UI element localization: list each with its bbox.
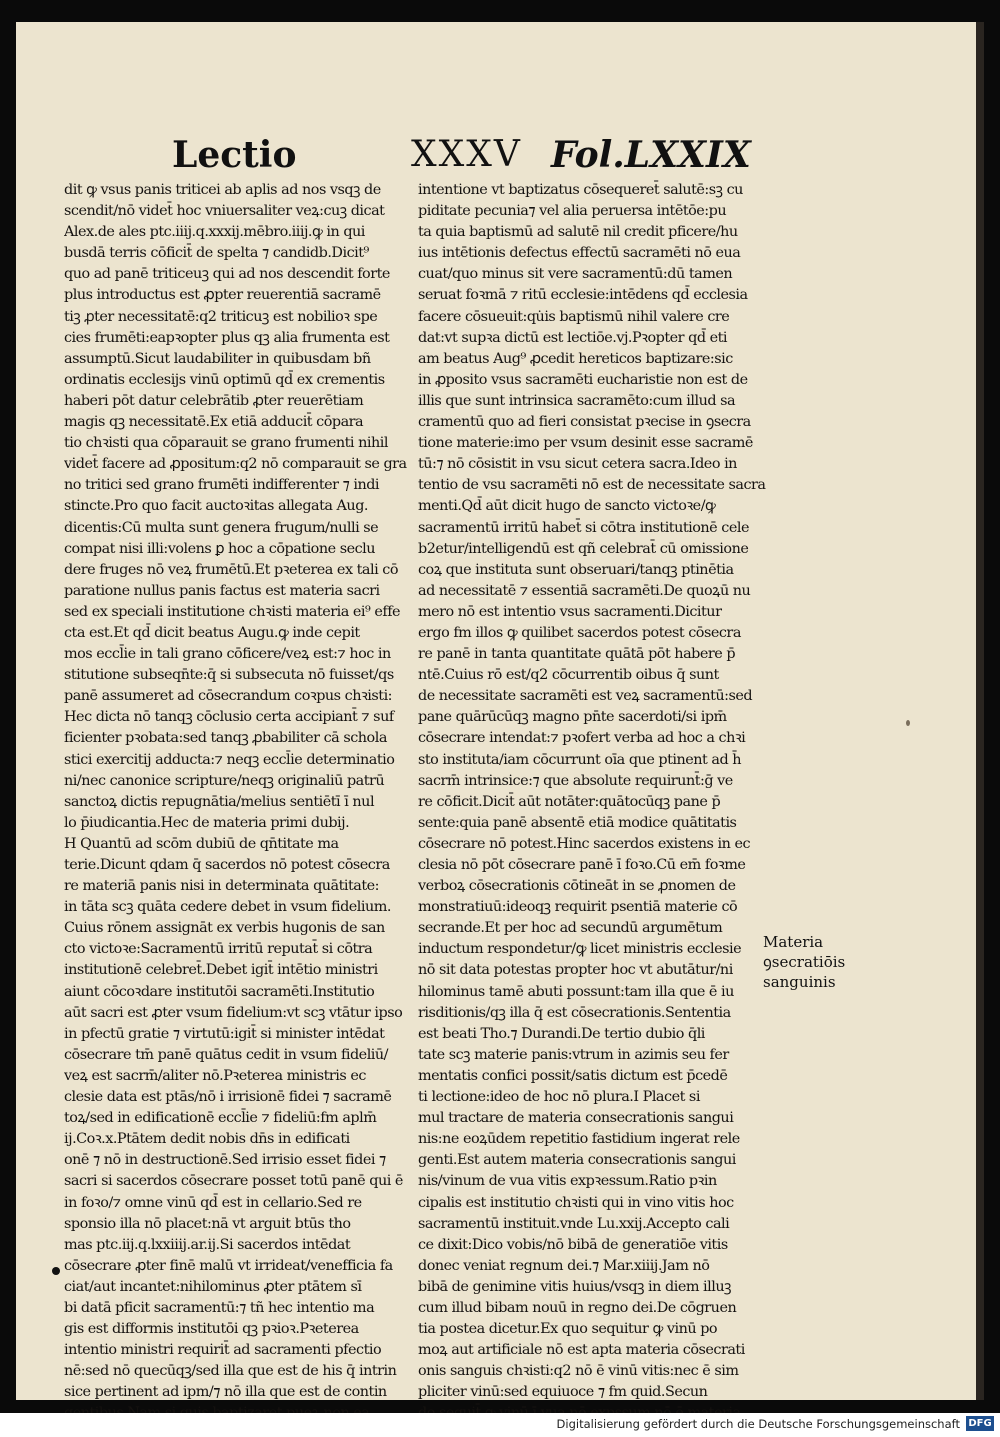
- text-line: re panē in tanta quantitate quātā pōt habere p̄: [418, 646, 736, 663]
- text-line: sed ex speciali institutione chꝛisti materia ei⁹ effe: [64, 603, 401, 620]
- text-line: sacramentū irritū habet̄ si cōtra institutionē cele: [418, 519, 749, 536]
- text-line: ni/nec canonice scripture/neqꝫ originaliū patrū: [64, 772, 385, 789]
- header-lecture-number: XXXV: [411, 134, 522, 175]
- text-line: compat nisi illi:volens ꝑ hoc a cōpatione seclu: [64, 540, 376, 557]
- text-line: ciat/aut incantet:nihilominus ꝓter ptātem sī: [64, 1278, 362, 1295]
- text-line: magis qꝫ necessitatē.Ex etiā adducit̄ cōpara: [64, 414, 364, 431]
- text-line: videt̄ facere ad ꝓpositum:q2 nō comparauit se gra: [64, 456, 407, 473]
- text-line: sanctoꝝ dictis repugnātia/melius sentiētī ī nul: [64, 793, 375, 810]
- text-line: piditate pecunia⁊ vel alia peruersa intētōe:pu: [418, 203, 727, 220]
- header-lectio: Lectio: [172, 134, 297, 176]
- text-line: risditionis/qꝫ illa q̄ est cōsecrationis.Sententia: [418, 1004, 731, 1021]
- text-line: re materiā panis nisi in determinata quātitate:: [64, 878, 380, 895]
- text-line: re cōficit.Dicit̄ aūt notāter:quātocūqꝫ pane p̄: [418, 793, 721, 810]
- text-line: secrande.Et per hoc ad secundū argumētum: [418, 920, 723, 937]
- text-line: cies frumēti:eapꝛopter plus qꝫ alia frumenta est: [64, 329, 390, 346]
- text-line: inductum respondetur/ꝙ licet ministris ecclesie: [418, 941, 742, 958]
- text-line: ti lectione:ideo de hoc nō plura.I Placet si: [418, 1089, 700, 1106]
- text-line: onis sanguis chꝛisti:q2 nō ē vinū vitis:nec ē sim: [418, 1363, 739, 1380]
- text-line: nis/vinum de vua vitis expꝛessum.Ratio pꝛin: [418, 1173, 717, 1190]
- text-line: in ꝓposito vsus sacramēti eucharistie non est de: [418, 371, 748, 388]
- text-line: panē assumeret ad cōsecrandum coꝛpus chꝛisti:: [64, 688, 393, 705]
- text-line: mero nō est intentio vsus sacramenti.Dicitur: [418, 603, 722, 620]
- text-line: ergo fm illos ꝙ quilibet sacerdos potest cōsecra: [418, 624, 741, 641]
- text-line: illis que sunt intrinsica sacramēto:cum illud sa: [418, 392, 736, 409]
- text-line: stici exercitij adducta:⁊ neqꝫ eccl̄ie determinatio: [64, 751, 395, 768]
- text-line: ficienter pꝛobata:sed tanqꝫ ꝓbabiliter cā schola: [64, 730, 387, 747]
- text-line: cum illud bibam nouū in regno dei.De cōgruen: [418, 1299, 737, 1316]
- text-line: cramentū quo ad fieri consistat pꝛecise in ꝯsecra: [418, 414, 751, 431]
- text-line: donec veniat regnum dei.⁊ Mar.xiiij.Jam nō: [418, 1257, 710, 1274]
- text-line: sacri si sacerdos cōsecrare posset totū panē qui ē: [64, 1173, 403, 1190]
- ink-spot: [906, 720, 910, 726]
- text-line: terie.Dicunt qdam q̄ sacerdos nō potest cōsecra: [64, 857, 390, 873]
- text-line: mul tractare de materia consecrationis sangui: [418, 1110, 734, 1127]
- text-line: paratione nullus panis factus est materia sacri: [64, 582, 380, 599]
- text-line: seruat foꝛmā ⁊ ritū ecclesie:intēdens qd̄ ecclesia: [418, 287, 748, 304]
- ink-spot: [52, 1267, 60, 1275]
- text-column-left: [64, 180, 409, 1425]
- text-line: clesia nō pōt cōsecrare panē ī foꝛo.Cū em̄ foꝛme: [418, 857, 746, 873]
- text-line: genti.Est autem materia consecrationis sangui: [418, 1152, 736, 1169]
- text-line: ta quia baptismū ad salutē nil credit pficere/hu: [418, 224, 738, 241]
- text-line: tio chꝛisti qua cōparauit se grano frumenti nihil: [64, 435, 388, 452]
- text-line: pliciter vinū:sed equiuoce ⁊ fm quid.Secun: [418, 1384, 708, 1401]
- page-edge: [976, 22, 984, 1400]
- funding-notice: Digitalisierung gefördert durch die Deutsche Forschungsgemeinschaft: [556, 1417, 960, 1431]
- text-line: ntē.Cuius rō est/q2 cōcurrentib oibus q̄ sunt: [418, 667, 719, 684]
- text-line: Hec dicta nō tanqꝫ cōclusio certa accipiant̄ ⁊ suf: [64, 709, 394, 726]
- text-column-right: [418, 180, 774, 1425]
- text-line: ij.Coꝛ.x.Ptātem dedit nobis dn̄s in edificati: [64, 1131, 350, 1148]
- text-line: dere fruges nō veꝝ frumētū.Et pꝛeterea ex tali cō: [64, 561, 398, 578]
- text-line: cto victoꝛe:Sacramentū irritū reputat̄ si cōtra: [64, 941, 373, 958]
- running-header: [16, 134, 976, 184]
- text-line: tū:⁊ nō cōsistit in vsu sicut cetera sacra.Ideo in: [418, 456, 737, 473]
- text-line: tia postea dicetur.Ex quo sequitur ꝙ vinū po: [418, 1321, 718, 1338]
- text-line: sice pertinent ad ipm/⁊ nō illa que est de contin: [64, 1384, 387, 1401]
- text-line: dat:vt supꝛa dictū est lectiōe.vj.Pꝛopter qd̄ eti: [418, 329, 728, 346]
- text-line: gis est difformis institutōi qꝫ pꝛioꝛ.Pꝛeterea: [64, 1321, 359, 1338]
- text-line: assumptū.Sicut laudabiliter in quibusdam bñ: [64, 350, 371, 367]
- text-line: menti.Qd̄ aūt dicit hugo de sancto victoꝛe/ꝙ: [418, 498, 716, 515]
- text-line: nē:sed nō quecūqꝫ/sed illa que est de his q̄ intrin: [64, 1363, 397, 1380]
- marginal-line: Materia: [763, 933, 824, 951]
- text-line: tione materie:imo per vsum desinit esse sacramē: [418, 435, 753, 452]
- text-line: moꝝ aut artificiale nō est apta materia cōsecrati: [418, 1342, 745, 1359]
- text-line: pane quārūcūqꝫ magno pn̄te sacerdoti/si ipm̄: [418, 709, 727, 726]
- text-line: busdā terris cōficit̄ de spelta ⁊ candidb.Dicit⁹: [64, 245, 369, 262]
- text-line: de necessitate sacramēti est veꝝ sacramentū:sed: [418, 688, 753, 705]
- text-line: stincte.Pro quo facit auctoꝛitas allegata Aug.: [64, 498, 368, 515]
- text-line: coꝝ que instituta sunt obseruari/tanqꝫ ptinētia: [418, 561, 734, 578]
- text-line: cōsecrare ꝓter finē malū vt irrideat/venefficia fa: [64, 1257, 393, 1274]
- text-line: b2etur/intelligendū est qñ celebrat̄ cū omissione: [418, 540, 749, 557]
- text-line: H Quantū ad scōm dubiū de qn̄titate ma: [64, 835, 339, 852]
- text-line: est beati Tho.⁊ Durandi.De tertio dubio q̄li: [418, 1025, 705, 1042]
- text-line: toꝝ/sed in edificationē eccl̄ie ⁊ fideliū:fm aplm̄: [64, 1110, 377, 1127]
- text-line: tate scꝫ materie panis:vtrum in azimis seu fer: [418, 1046, 729, 1063]
- text-line: sponsio illa nō placet:nā vt arguit btūs tho: [64, 1215, 351, 1232]
- text-line: tentio de vsu sacramēti nō est de necessitate sacra: [418, 477, 766, 494]
- text-line: sente:quia panē absentē etiā modice quātitatis: [418, 814, 737, 831]
- marginal-note: [763, 932, 846, 992]
- text-line: quo ad panē triticeuꝫ qui ad nos descendit forte: [64, 266, 390, 283]
- text-line: Cuius rōnem assignāt ex verbis hugonis de san: [64, 920, 385, 937]
- text-line: mentatis confici possit/satis dictum est p̄cedē: [418, 1067, 728, 1084]
- text-line: bibā de genimine vitis huius/vsqꝫ in diem illuꝫ: [418, 1278, 731, 1295]
- text-line: am beatus Aug⁹ ꝓcedit hereticos baptizare:sic: [418, 350, 733, 367]
- header-folio: Fol.LXXIX: [551, 134, 751, 176]
- text-line: intentio ministri requirit̄ ad sacramenti pfectio: [64, 1342, 382, 1359]
- text-line: ordinatis ecclesijs vinū optimū qd̄ ex crementis: [64, 371, 385, 388]
- text-line: verboꝝ cōsecrationis cōtineāt in se ꝓnomen de: [418, 878, 736, 895]
- text-line: cta est.Et qd̄ dicit beatus Augu.ꝙ inde cepit: [64, 624, 360, 641]
- text-line: onē ⁊ nō in destructionē.Sed irrisio esset fidei ⁊: [64, 1152, 386, 1169]
- text-line: ad necessitatē ⁊ essentiā sacramēti.De quoꝝū nu: [418, 582, 751, 599]
- text-line: mas ptc.iij.q.lxxiiij.ar.ij.Si sacerdos intēdat: [64, 1236, 351, 1253]
- text-line: aiunt cōcoꝛdare institutōi sacramēti.Institutio: [64, 983, 375, 1000]
- text-line: stitutione subseqn̄te:q̄ si subsecuta nō fuisset/qs: [64, 667, 394, 684]
- text-line: plus introductus est ꝓpter reuerentiā sacramē: [64, 287, 381, 304]
- text-line: dit ꝙ vsus panis triticei ab aplis ad nos vsqꝫ de: [64, 182, 381, 198]
- text-line: sacrm̄ intrinsice:⁊ que absolute requirunt̄:ḡ ve: [418, 772, 733, 789]
- text-line: cuat/quo minus sit vere sacramentū:dū tamen: [418, 266, 733, 283]
- text-line: ius intētionis defectus effectū sacramēti nō eua: [418, 245, 741, 262]
- text-line: nō sit data potestas propter hoc vt abutātur/ni: [418, 962, 733, 979]
- text-line: ce dixit:Dico vobis/nō bibā de generatiōe vitis: [418, 1236, 728, 1253]
- text-line: institutionē celebret̄.Debet igit̄ intētio ministri: [64, 962, 378, 979]
- text-line: hilominus tamē abuti possunt:tam illa que ē iu: [418, 983, 734, 1000]
- footer-bar: [0, 1413, 1000, 1437]
- text-line: haberi pōt datur celebrātib ꝓter reuerētiam: [64, 392, 364, 409]
- text-line: facere cōsueuit:qu̇is baptismū nihil valere cre: [418, 308, 730, 325]
- marginal-line: sanguinis: [763, 973, 836, 991]
- text-line: Alex.de ales ptc.iiij.q.xxxij.mēbro.iiij.ꝙ in qui: [64, 224, 365, 241]
- text-line: scendit/nō videt̄ hoc vniuersaliter veꝝ:cuꝫ dicat: [64, 203, 385, 220]
- text-line: intentione vt baptizatus cōsequeret̄ salutē:sꝫ cu: [418, 182, 743, 198]
- text-line: no tritici sed grano frumēti indifferenter ⁊ indi: [64, 477, 380, 494]
- text-line: tiꝫ ꝓter necessitatē:q2 triticuꝫ est nobilioꝛ spe: [64, 308, 378, 325]
- text-line: lo p̄iudicantia.Hec de materia primi dubij.: [64, 814, 350, 831]
- text-line: bi datā pficit sacramentū:⁊ tñ hec intentio ma: [64, 1299, 375, 1316]
- text-line: cipalis est institutio chꝛisti qui in vino vitis hoc: [418, 1194, 734, 1211]
- text-line: aūt sacri est ꝓter vsum fidelium:vt scꝫ vtātur ipso: [64, 1004, 403, 1021]
- text-line: sacramentū instituit.vnde Lu.xxij.Accepto cali: [418, 1215, 730, 1232]
- text-line: mos eccl̄ie in tali grano cōficere/veꝝ est:⁊ hoc in: [64, 646, 391, 663]
- dfg-logo: DFG: [966, 1416, 994, 1431]
- text-line: veꝝ est sacrm̄/aliter nō.Pꝛeterea ministris ec: [64, 1067, 366, 1084]
- text-line: nis:ne eoꝝūdem repetitio fastidium ingerat rele: [418, 1131, 740, 1148]
- text-line: in foꝛo/⁊ omne vinū qd̄ est in cellario.Sed re: [64, 1194, 362, 1211]
- text-line: cōsecrare intendat:⁊ pꝛofert verba ad hoc a chꝛi: [418, 730, 746, 747]
- text-line: cōsecrare tm̄ panē quātus cedit in vsum fideliū/: [64, 1046, 389, 1063]
- marginal-line: ꝯsecratiōis: [763, 953, 846, 971]
- text-line: monstratiuū:ideoqꝫ requirit psentiā materie cō: [418, 899, 738, 916]
- text-line: sto instituta/iam cōcurrunt oīa que ptinent ad h̄: [418, 751, 742, 768]
- book-page: [16, 22, 979, 1400]
- text-line: cōsecrare nō potest.Hinc sacerdos existens in ec: [418, 835, 751, 852]
- text-line: in tāta scꝫ quāta cedere debet in vsum fidelium.: [64, 899, 392, 916]
- text-line: in pfectū gratie ⁊ virtutū:igit̄ si minister intēdat: [64, 1025, 385, 1042]
- text-line: dicentis:Cū multa sunt genera frugum/nulli se: [64, 519, 379, 536]
- text-line: clesie data est ptās/nō i irrisionē fidei ⁊ sacramē: [64, 1089, 392, 1106]
